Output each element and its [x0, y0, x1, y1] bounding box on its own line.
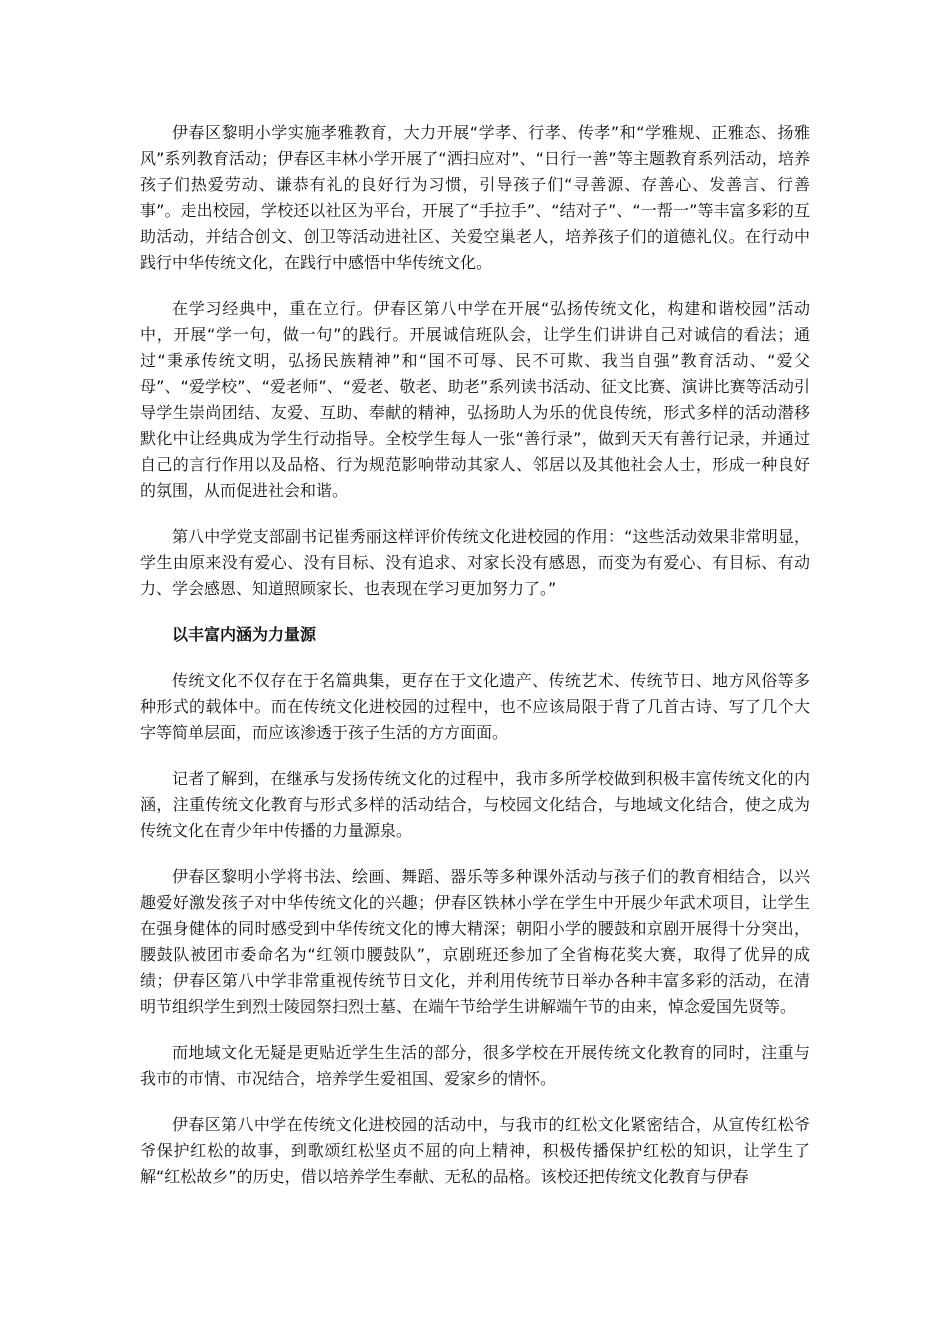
paragraph-1: 伊春区黎明小学实施孝雅教育，大力开展“学孝、行孝、传孝”和“学雅规、正雅态、扬雅风”系列教育活动；伊春区丰林小学开展了“洒扫应对”、“日行一善”等主题教育系列活动，培养孩子们热爱劳动、谦恭有礼的良好行为习惯，引导孩子们“寻善源、存善心、发善言、行善事”。走出校园，学校还以社区为平台，开展了“手拉手”、“结对子”、“一帮一”等丰富多彩的互助活动，并结合创文、创卫等活动进社区、关爱空巢老人，培养孩子们的道德礼仪。在行动中践行中华传统文化，在践行中感悟中华传统文化。: [140, 123, 810, 272]
paragraph-5: 记者了解到，在继承与发扬传统文化的过程中，我市多所学校做到积极丰富传统文化的内涵，注重传统文化教育与形式多样的活动结合，与校园文化结合，与地域文化结合，使之成为传统文化在青少年中传播的力量源泉。: [140, 769, 810, 840]
paragraph-3: 第八中学党支部副书记崔秀丽这样评价传统文化进校园的作用：“这些活动效果非常明显，学生由原来没有爱心、没有目标、没有追求、对家长没有感恩，而变为有爱心、有目标、有动力、学会感恩、知道照顾家长、也表现在学习更加努力了。”: [140, 527, 810, 598]
paragraph-2: 在学习经典中，重在立行。伊春区第八中学在开展“弘扬传统文化，构建和谐校园”活动中，开展“学一句，做一句”的践行。开展诚信班队会，让学生们讲讲自己对诚信的看法；通过“秉承传统文明，弘扬民族精神”和“国不可辱、民不可欺、我当自强”教育活动、“爱父母”、“爱学校”、“爱老师”、“爱老、敬老、助老”系列读书活动、征文比赛、演讲比赛等活动引导学生崇尚团结、友爱、互助、奉献的精神，弘扬助人为乐的优良传统，形式多样的活动潜移默化中让经典成为学生行动指导。全校学生每人一张“善行录”，做到天天有善行记录，并通过自己的言行作用以及品格、行为规范影响带动其家人、邻居以及其他社会人士，形成一种良好的氛围，从而促进社会和谐。: [140, 299, 810, 500]
paragraph-6: 伊春区黎明小学将书法、绘画、舞蹈、器乐等多种课外活动与孩子们的教育相结合，以兴趣爱好激发孩子对中华传统文化的兴趣；伊春区铁林小学在学生中开展少年武术项目，让学生在强身健体的同时感受到中华传统文化的博大精深；朝阳小学的腰鼓和京剧开展得十分突出，腰鼓队被团市委命名为“红领巾腰鼓队”，京剧班还参加了全省梅花奖大赛，取得了优异的成绩；伊春区第八中学非常重视传统节日文化，并利用传统节日举办各种丰富多彩的活动，在清明节组织学生到烈士陵园祭扫烈士墓、在端午节给学生讲解端午节的由来，悼念爱国先贤等。: [140, 867, 810, 1016]
paragraph-8: 伊春区第八中学在传统文化进校园的活动中，与我市的红松文化紧密结合，从宣传红松爷爷保护红松的故事，到歌颂红松坚贞不屈的向上精神，积极传播保护红松的知识，让学生了解“红松故乡”的历史，借以培养学生奉献、无私的品格。该校还把传统文化教育与伊春: [140, 1115, 810, 1186]
section-heading: 以丰富内涵为力量源: [172, 625, 317, 644]
paragraph-7: 而地域文化无疑是更贴近学生生活的部分，很多学校在开展传统文化教育的同时，注重与我市的市情、市况结合，培养学生爱祖国、爱家乡的情怀。: [140, 1043, 810, 1088]
paragraph-4: 传统文化不仅存在于名篇典集，更存在于文化遗产、传统艺术、传统节日、地方风俗等多种形式的载体中。而在传统文化进校园的过程中，也不应该局限于背了几首古诗、写了几个大字等简单层面，而应该渗透于孩子生活的方方面面。: [140, 671, 810, 742]
article-body: [140, 120, 810, 1210]
